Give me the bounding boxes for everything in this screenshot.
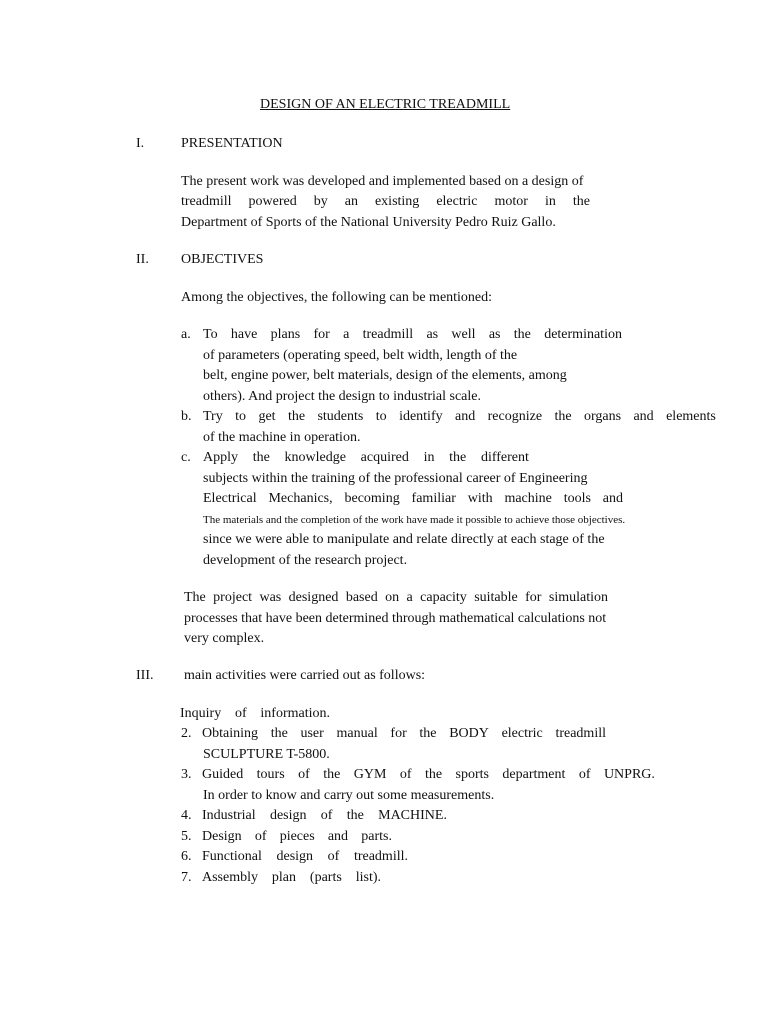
activity-line: In order to know and carry out some measurements.	[203, 788, 495, 803]
word: sports	[455, 767, 489, 782]
word: elements	[666, 409, 716, 424]
item-a-marker: a.	[181, 327, 191, 342]
word: and	[602, 491, 623, 506]
word: for	[390, 726, 407, 741]
word: treadmill	[362, 327, 414, 342]
word: Mechanics,	[268, 491, 333, 506]
word: To	[203, 327, 218, 342]
word: becoming	[344, 491, 400, 506]
word: existing	[374, 194, 420, 209]
word: list).	[355, 870, 381, 885]
presentation-line: Department of Sports of the National University Pedro Ruiz Gallo.	[181, 215, 556, 230]
word: familiar	[411, 491, 456, 506]
word: was	[259, 590, 282, 605]
word: pieces	[279, 829, 315, 844]
activity-line	[202, 808, 447, 824]
word: the	[419, 726, 437, 741]
word: GYM	[353, 767, 387, 782]
activity-number: 4.	[181, 808, 192, 823]
word: as	[488, 327, 501, 342]
word: machine	[504, 491, 552, 506]
word: Apply	[203, 450, 238, 465]
item-c-line: subjects within the training of the professional career of Engineering	[203, 471, 588, 486]
word: organs	[583, 409, 622, 424]
section-2-numeral: II.	[136, 252, 149, 267]
activity-line: SCULPTURE T-5800.	[203, 747, 330, 762]
word: an	[344, 194, 358, 209]
word: UNPRG.	[603, 767, 655, 782]
word: identify	[399, 409, 443, 424]
word: Industrial	[202, 808, 256, 823]
word: and	[455, 409, 476, 424]
word: to	[235, 409, 247, 424]
word: electric	[436, 194, 478, 209]
word: design	[276, 849, 314, 864]
item-b-marker: b.	[181, 409, 192, 424]
section-3-heading: main activities were carried out as follows:	[184, 668, 426, 683]
word: of	[254, 829, 267, 844]
word: get	[258, 409, 276, 424]
word: the	[424, 767, 443, 782]
word: Guided	[202, 767, 244, 782]
closing-line	[184, 590, 608, 606]
word: for	[525, 590, 542, 605]
word: of	[578, 767, 591, 782]
word: powered	[248, 194, 297, 209]
word: the	[449, 450, 467, 465]
word: simulation	[548, 590, 608, 605]
word: knowledge	[284, 450, 346, 465]
item-a-line	[203, 327, 622, 343]
item-c-line: The materials and the completion of the work have made it possible to achieve those objectives.	[203, 514, 626, 526]
word: treadmill.	[353, 849, 408, 864]
word: of	[298, 767, 310, 782]
section-3-numeral: III.	[136, 668, 154, 683]
word: Electrical	[203, 491, 257, 506]
activity-line	[202, 767, 655, 783]
word: of	[399, 767, 412, 782]
word: have	[230, 327, 258, 342]
activity-number: 7.	[181, 870, 192, 885]
word: designed	[288, 590, 339, 605]
word: the	[346, 808, 364, 823]
item-a-line: others). And project the design to industrial scale.	[203, 389, 481, 404]
section-2-heading: OBJECTIVES	[181, 252, 264, 267]
word: treadmill	[555, 726, 606, 741]
presentation-line	[181, 194, 590, 210]
word: MACHINE.	[378, 808, 447, 823]
word: Assembly	[202, 870, 258, 885]
word: treadmill	[181, 194, 232, 209]
word: plan	[271, 870, 297, 885]
word: BODY	[449, 726, 489, 741]
item-a-line: belt, engine power, belt materials, design of the elements, among	[203, 368, 567, 383]
word: capacity	[420, 590, 467, 605]
word: the	[323, 767, 341, 782]
word: plans	[270, 327, 301, 342]
word: to	[375, 409, 387, 424]
presentation-line: The present work was developed and implemented based on a design of	[181, 174, 584, 189]
word: the	[554, 409, 572, 424]
closing-line: very complex.	[184, 631, 265, 646]
word: well	[451, 327, 476, 342]
item-c-marker: c.	[181, 450, 191, 465]
word: in	[423, 450, 435, 465]
word: different	[480, 450, 529, 465]
word: Obtaining	[202, 726, 258, 741]
word: in	[544, 194, 556, 209]
word: motor	[494, 194, 528, 209]
section-1-heading: PRESENTATION	[181, 136, 283, 151]
word: (parts	[309, 870, 342, 885]
word: a	[343, 327, 350, 342]
word: the	[572, 194, 590, 209]
word: tours	[256, 767, 285, 782]
word: parts.	[361, 829, 392, 844]
word: acquired	[360, 450, 409, 465]
word: electric	[501, 726, 543, 741]
word: suitable	[474, 590, 518, 605]
word: on	[385, 590, 400, 605]
activity-number: 2.	[181, 726, 192, 741]
objectives-intro: Among the objectives, the following can be mentioned:	[181, 290, 493, 305]
word: of	[327, 849, 340, 864]
closing-line: processes that have been determined through mathematical calculations not	[184, 611, 607, 626]
word: design	[269, 808, 307, 823]
item-b-line	[203, 409, 716, 425]
document-title: DESIGN OF AN ELECTRIC TREADMILL	[260, 97, 511, 112]
word: Try	[203, 409, 223, 424]
word: Design	[202, 829, 242, 844]
section-1-numeral: I.	[136, 136, 145, 151]
word: the	[513, 327, 531, 342]
word: of	[234, 706, 247, 721]
activity-line	[202, 829, 392, 845]
activity-line	[202, 726, 606, 742]
activity-number: 3.	[181, 767, 192, 782]
word: determination	[544, 327, 622, 342]
item-c-line	[203, 450, 529, 466]
word: user	[300, 726, 324, 741]
inquiry-line	[180, 706, 330, 722]
word: the	[252, 450, 270, 465]
word: manual	[336, 726, 378, 741]
word: for	[313, 327, 330, 342]
word: a	[406, 590, 413, 605]
word: and	[327, 829, 349, 844]
item-c-line	[203, 491, 623, 507]
word: information.	[260, 706, 330, 721]
word: Inquiry	[180, 706, 222, 721]
word: the	[270, 726, 288, 741]
activity-number: 5.	[181, 829, 192, 844]
word: students	[317, 409, 364, 424]
word: tools	[563, 491, 591, 506]
word: department	[502, 767, 566, 782]
item-b-line: of the machine in operation.	[203, 430, 361, 445]
word: Functional	[202, 849, 262, 864]
word: project	[213, 590, 253, 605]
word: and	[633, 409, 654, 424]
activity-number: 6.	[181, 849, 192, 864]
activity-line	[202, 849, 408, 865]
word: based	[345, 590, 378, 605]
item-a-line: of parameters (operating speed, belt width, length of the	[203, 348, 518, 363]
word: by	[313, 194, 328, 209]
word: the	[287, 409, 306, 424]
item-c-line: since we were able to manipulate and relate directly at each stage of the	[203, 532, 605, 547]
item-c-line: development of the research project.	[203, 553, 408, 568]
word: of	[320, 808, 333, 823]
word: as	[426, 327, 439, 342]
word: with	[467, 491, 493, 506]
activity-line	[202, 870, 381, 886]
word: recognize	[487, 409, 543, 424]
word: The	[184, 590, 206, 605]
